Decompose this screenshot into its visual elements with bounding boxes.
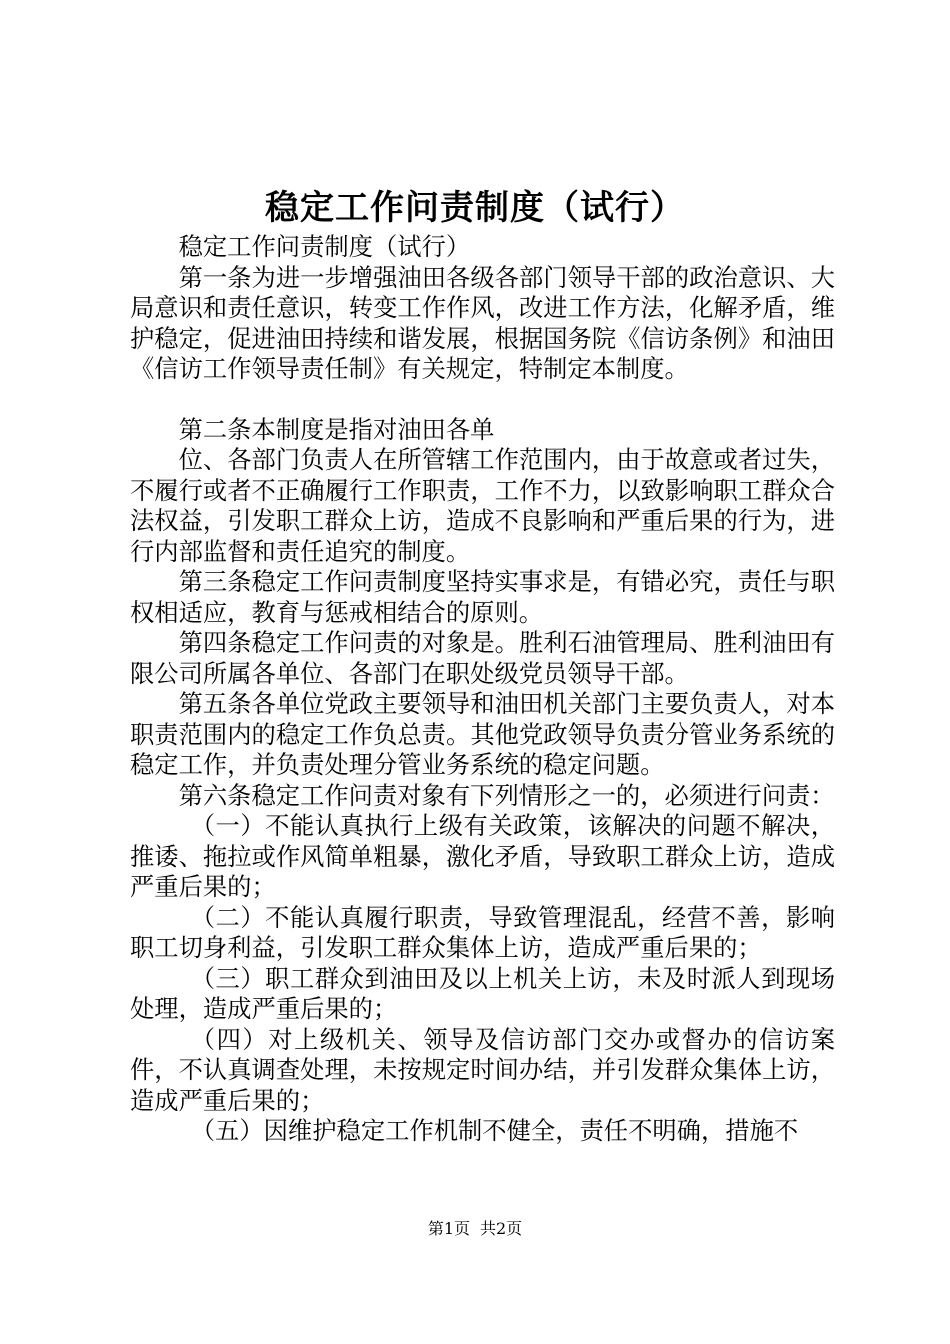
paragraph-item-3: （三）职工群众到油田及以上机关上访，未及时派人到现场处理，造成严重后果的； bbox=[130, 963, 835, 1023]
paragraph-article-4: 第四条稳定工作问责的对象是。胜利石油管理局、胜利油田有限公司所属各单位、各部门在职处级党员领导干部。 bbox=[130, 628, 835, 688]
paragraph-article-3: 第三条稳定工作问责制度坚持实事求是，有错必究，责任与职权相适应，教育与惩戒相结合的原则。 bbox=[130, 567, 835, 627]
paragraph-article-2-cont: 位、各部门负责人在所管辖工作范围内，由于故意或者过失，不履行或者不正确履行工作职责，工作不力，以致影响职工群众合法权益，引发职工群众上访，造成不良影响和严重后果的行为，进行内部监督和责任追究的制度。 bbox=[130, 445, 835, 566]
paragraph-article-1: 第一条为进一步增强油田各级各部门领导干部的政治意识、大局意识和责任意识，转变工作作风，改进工作方法，化解矛盾，维护稳定，促进油田持续和谐发展，根据国务院《信访条例》和油田《信访工作领导责任制》有关规定，特制定本制度。 bbox=[130, 262, 835, 383]
paragraph-article-2-start: 第二条本制度是指对油田各单 bbox=[178, 414, 495, 444]
document-body bbox=[130, 232, 835, 1147]
paragraph-item-2: （二）不能认真履行职责，导致管理混乱，经营不善，影响职工切身利益，引发职工群众集体上访，造成严重后果的； bbox=[130, 902, 835, 962]
paragraph-item-4: （四）对上级机关、领导及信访部门交办或督办的信访案件，不认真调查处理，未按规定时间办结，并引发群众集体上访，造成严重后果的； bbox=[130, 1024, 835, 1115]
paragraph-item-5: （五）因维护稳定工作机制不健全，责任不明确，措施不 bbox=[190, 1116, 799, 1145]
document-subtitle: 稳定工作问责制度（试行） bbox=[178, 232, 471, 261]
page-footer bbox=[0, 1218, 950, 1240]
page-total: 共2页 bbox=[480, 1219, 523, 1238]
paragraph-item-1: （一）不能认真执行上级有关政策，该解决的问题不解决，推诿、拖拉或作风简单粗暴，激化矛盾，导致职工群众上访，造成严重后果的； bbox=[130, 811, 835, 901]
paragraph-article-6: 第六条稳定工作问责对象有下列情形之一的，必须进行问责： bbox=[178, 780, 835, 810]
page-number: 第1页 bbox=[427, 1219, 470, 1238]
paragraph-article-5: 第五条各单位党政主要领导和油田机关部门主要负责人，对本职责范围内的稳定工作负总责。其他党政领导负责分管业务系统的稳定工作，并负责处理分管业务系统的稳定问题。 bbox=[130, 689, 835, 779]
document-title: 稳定工作问责制度（试行） bbox=[265, 188, 685, 228]
